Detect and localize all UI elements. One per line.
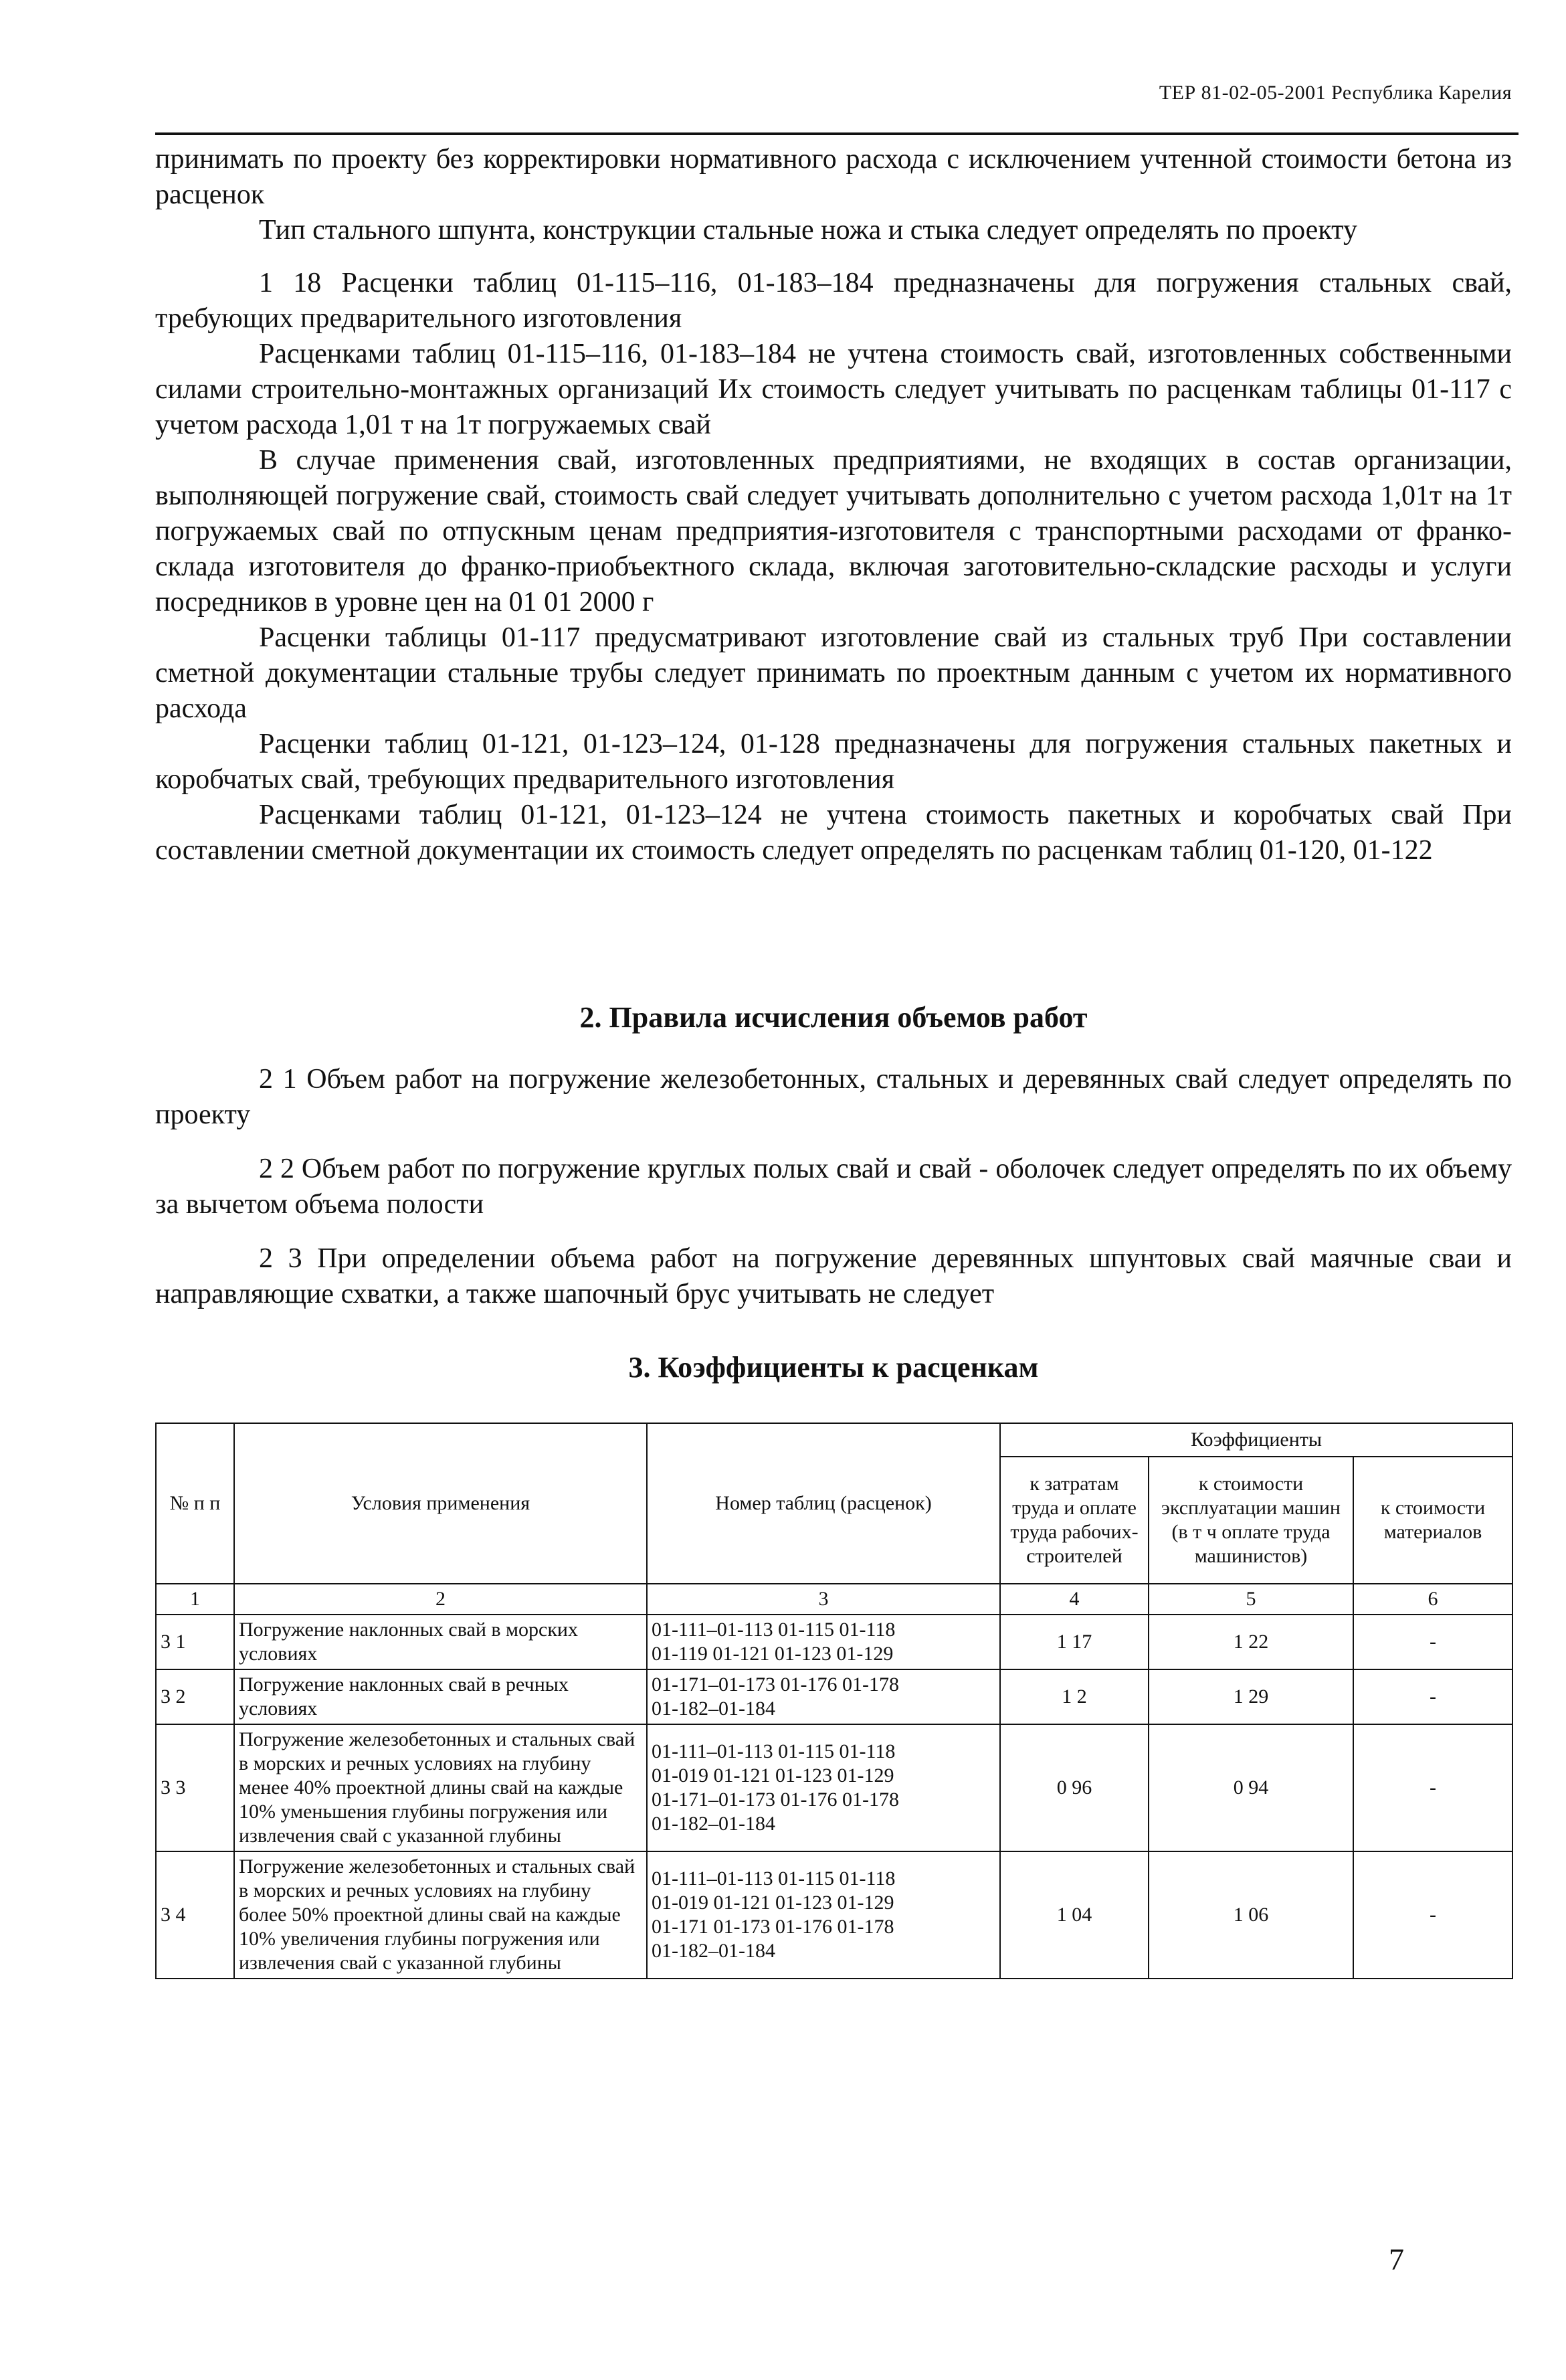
row-machines: 1 06 bbox=[1149, 1851, 1353, 1979]
col-number: 4 bbox=[1000, 1584, 1149, 1615]
paragraph: В случае применения свай, изготовленных предприятиями, не входящих в состав организации, выполняющей погружение свай, стоимость свай следует учитывать дополнительно с учетом расхода 1,01т на 1т погружаемых свай по отпускным ценам предприятия-изготовителя с транспортными расходами от франко-склада изготовителя до франко-приобъектного склада, включая заготовительно-складские расходы и услуги посредников в уровне цен на 01 01 2000 г bbox=[155, 445, 1512, 618]
row-condition: Погружение наклонных свай в морских условиях bbox=[234, 1615, 647, 1669]
row-tables: 01-111–01-113 01-115 01-118 01-019 01-121 01-123 01-129 01-171–01-173 01-176 01-178 01-182–01-184 bbox=[647, 1724, 1000, 1851]
table-row bbox=[156, 1615, 1512, 1669]
row-materials: - bbox=[1353, 1851, 1512, 1979]
row-num: 3 1 bbox=[156, 1615, 234, 1669]
row-labor: 1 04 bbox=[1000, 1851, 1149, 1979]
row-condition: Погружение железобетонных и стальных свай в морских и речных условиях на глубину менее 40% проектной длины свай на каждые 10% уменьшения глубины погружения или извлечения свай с указанной глубины bbox=[234, 1724, 647, 1851]
row-condition: Погружение железобетонных и стальных свай в морских и речных условиях на глубину более 50% проектной длины свай на каждые 10% увеличения глубины погружения или извлечения свай с указанной глубины bbox=[234, 1851, 647, 1979]
page-number: 7 bbox=[1389, 2242, 1404, 2276]
paragraph: 1 18 Расценки таблиц 01-115–116, 01-183–184 предназначены для погружения стальных свай, требующих предварительного изготовления bbox=[155, 268, 1512, 334]
paragraph: 2 1 Объем работ на погружение железобетонных, стальных и деревянных свай следует определять по проекту bbox=[155, 1064, 1512, 1130]
row-labor: 1 17 bbox=[1000, 1615, 1149, 1669]
paragraph: Расценками таблиц 01-115–116, 01-183–184 не учтена стоимость свай, изготовленных собственными силами строительно-монтажных организаций Их стоимость следует учитывать по расценкам таблицы 01-117 с учетом расхода 1,01 т на 1т погружаемых свай bbox=[155, 339, 1512, 440]
row-condition: Погружение наклонных свай в речных условиях bbox=[234, 1669, 647, 1724]
header-text: ТЕР 81-02-05-2001 Республика Карелия bbox=[1159, 82, 1512, 104]
row-materials: - bbox=[1353, 1669, 1512, 1724]
col-number: 6 bbox=[1353, 1584, 1512, 1615]
header-labor: к затратам труда и оплате труда рабочих-строителей bbox=[1000, 1457, 1149, 1584]
paragraph: Расценками таблиц 01-121, 01-123–124 не учтена стоимость пакетных и коробчатых свай При составлении сметной документации их стоимость следует определять по расценкам таблиц 01-120, 01-122 bbox=[155, 800, 1512, 866]
header-coefficients: Коэффициенты bbox=[1000, 1423, 1512, 1457]
section2-title: 2. Правила исчисления объемов работ bbox=[579, 1001, 1088, 1034]
running-header bbox=[155, 79, 1519, 135]
row-tables: 01-171–01-173 01-176 01-178 01-182–01-184 bbox=[647, 1669, 1000, 1724]
paragraph: 2 2 Объем работ по погружение круглых полых свай и свай - оболочек следует определять по их объему за вычетом объема полости bbox=[155, 1154, 1512, 1220]
coefficients-table-wrapper bbox=[155, 1423, 1512, 1979]
paragraph: Тип стального шпунта, конструкции стальные ножа и стыка следует определять по проекту bbox=[259, 215, 1357, 246]
coefficients-table bbox=[155, 1423, 1513, 1979]
section2-body bbox=[155, 1062, 1512, 1331]
col-number: 5 bbox=[1149, 1584, 1353, 1615]
row-materials: - bbox=[1353, 1724, 1512, 1851]
header-tables: Номер таблиц (расценок) bbox=[647, 1423, 1000, 1584]
header-machines: к стоимости эксплуатации машин (в т ч оплате труда машинистов) bbox=[1149, 1457, 1353, 1584]
paragraph: 2 3 При определении объема работ на погружение деревянных шпунтовых свай маячные сваи и направляющие схватки, а также шапочный брус учитывать не следует bbox=[155, 1243, 1512, 1309]
table-header-row bbox=[156, 1423, 1512, 1457]
header-num: № п п bbox=[156, 1423, 234, 1584]
row-machines: 0 94 bbox=[1149, 1724, 1353, 1851]
row-num: 3 3 bbox=[156, 1724, 234, 1851]
col-number: 2 bbox=[234, 1584, 647, 1615]
table-row bbox=[156, 1851, 1512, 1979]
paragraph: Расценки таблицы 01-117 предусматривают изготовление свай из стальных труб При составлении сметной документации стальные трубы следует принимать по проектным данным с учетом их нормативного расхода bbox=[155, 622, 1512, 724]
paragraph: Расценки таблиц 01-121, 01-123–124, 01-128 предназначены для погружения стальных пакетных и коробчатых свай, требующих предварительного изготовления bbox=[155, 729, 1512, 795]
table-row bbox=[156, 1724, 1512, 1851]
col-number: 3 bbox=[647, 1584, 1000, 1615]
row-labor: 0 96 bbox=[1000, 1724, 1149, 1851]
row-materials: - bbox=[1353, 1615, 1512, 1669]
row-num: 3 2 bbox=[156, 1669, 234, 1724]
row-tables: 01-111–01-113 01-115 01-118 01-119 01-121 01-123 01-129 bbox=[647, 1615, 1000, 1669]
col-number: 1 bbox=[156, 1584, 234, 1615]
section3-title: 3. Коэффициенты к расценкам bbox=[628, 1351, 1039, 1384]
paragraph: принимать по проекту без корректировки нормативного расхода с исключением учтенной стоимости бетона из расценок bbox=[155, 144, 1512, 210]
row-tables: 01-111–01-113 01-115 01-118 01-019 01-121 01-123 01-129 01-171 01-173 01-176 01-178 01-182–01-184 bbox=[647, 1851, 1000, 1979]
column-numbers-row bbox=[156, 1584, 1512, 1615]
row-labor: 1 2 bbox=[1000, 1669, 1149, 1724]
section1-continuation bbox=[155, 142, 1512, 868]
header-materials: к стоимости материалов bbox=[1353, 1457, 1512, 1584]
table-row bbox=[156, 1669, 1512, 1724]
row-num: 3 4 bbox=[156, 1851, 234, 1979]
row-machines: 1 22 bbox=[1149, 1615, 1353, 1669]
row-machines: 1 29 bbox=[1149, 1669, 1353, 1724]
header-conditions: Условия применения bbox=[234, 1423, 647, 1584]
